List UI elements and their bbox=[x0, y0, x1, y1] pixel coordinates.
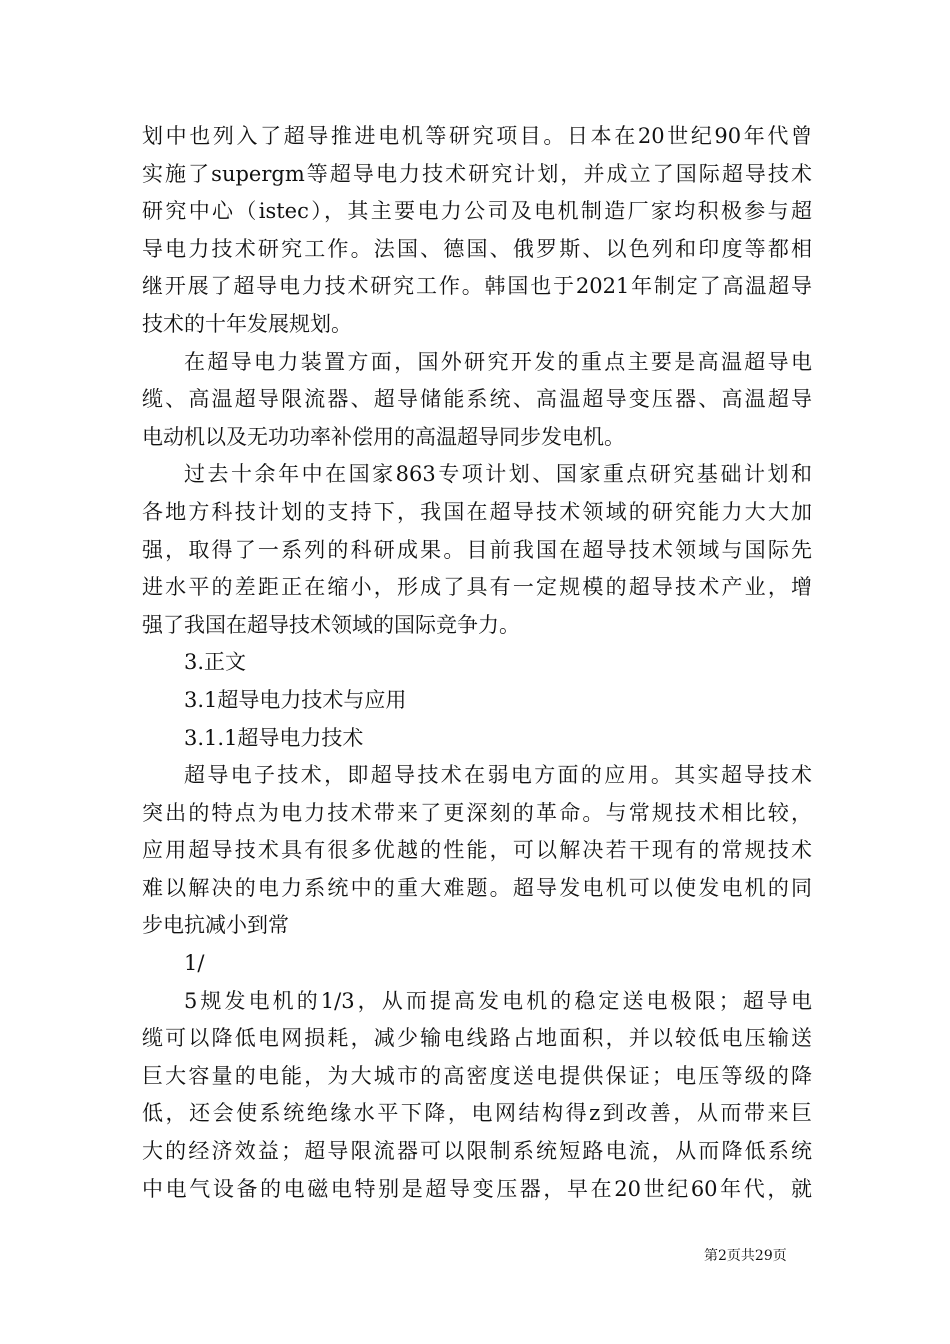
text-line: 强了我国在超导技术领域的国际竞争力。 bbox=[142, 612, 520, 637]
text-line: 应用超导技术具有很多优越的性能，可以解决若干现有的常规技术 bbox=[142, 838, 812, 863]
text-line: 过去十余年中在国家863专项计划、国家重点研究基础计划和 bbox=[184, 462, 812, 487]
section-heading: 3.1.1超导电力技术 bbox=[184, 725, 364, 750]
text-line: 研究中心（istec），其主要电力公司及电机制造厂家均积极参与超 bbox=[142, 199, 812, 224]
text-line: 导电力技术研究工作。法国、德国、俄罗斯、以色列和印度等都相 bbox=[142, 236, 812, 261]
text-line: 实施了supergm等超导电力技术研究计划，并成立了国际超导技术 bbox=[142, 161, 812, 186]
text-line: 超导电子技术，即超导技术在弱电方面的应用。其实超导技术 bbox=[184, 763, 812, 788]
text-line: 缆可以降低电网损耗，减少输电线路占地面积，并以较低电压输送 bbox=[142, 1026, 812, 1051]
text-line: 大的经济效益；超导限流器可以限制系统短路电流，从而降低系统 bbox=[142, 1139, 812, 1164]
text-line: 在超导电力装置方面，国外研究开发的重点主要是高温超导电 bbox=[184, 349, 812, 374]
text-line: 5规发电机的1/3，从而提高发电机的稳定送电极限；超导电 bbox=[184, 988, 812, 1013]
section-heading: 3.1超导电力技术与应用 bbox=[184, 687, 407, 712]
text-line: 中电气设备的电磁电特别是超导变压器，早在20世纪60年代，就 bbox=[142, 1176, 812, 1201]
text-line: 电动机以及无功功率补偿用的高温超导同步发电机。 bbox=[142, 424, 625, 449]
text-line: 进水平的差距正在缩小，形成了具有一定规模的超导技术产业，增 bbox=[142, 575, 812, 600]
text-line: 突出的特点为电力技术带来了更深刻的革命。与常规技术相比较， bbox=[142, 800, 812, 825]
section-heading: 3.正文 bbox=[184, 650, 247, 675]
text-line: 步电抗减小到常 bbox=[142, 913, 289, 938]
text-line: 1/ bbox=[184, 951, 205, 976]
text-line: 强，取得了一系列的科研成果。目前我国在超导技术领域与国际先 bbox=[142, 537, 812, 562]
text-line: 缆、高温超导限流器、超导储能系统、高温超导变压器、高温超导 bbox=[142, 387, 812, 412]
text-line: 各地方科技计划的支持下，我国在超导技术领域的研究能力大大加 bbox=[142, 499, 812, 524]
text-line: 技术的十年发展规划。 bbox=[142, 311, 352, 336]
text-line: 难以解决的电力系统中的重大难题。超导发电机可以使发电机的同 bbox=[142, 875, 812, 900]
text-line: 巨大容量的电能，为大城市的高密度送电提供保证；电压等级的降 bbox=[142, 1063, 812, 1088]
text-line: 划中也列入了超导推进电机等研究项目。日本在20世纪90年代曾 bbox=[142, 124, 812, 148]
text-line: 低，还会使系统绝缘水平下降，电网结构得z到改善，从而带来巨 bbox=[142, 1101, 812, 1126]
page-number-footer: 第2页共29页 bbox=[704, 1248, 787, 1264]
text-line: 继开展了超导电力技术研究工作。韩国也于2021年制定了高温超导 bbox=[142, 274, 812, 299]
document-body bbox=[142, 118, 812, 1208]
